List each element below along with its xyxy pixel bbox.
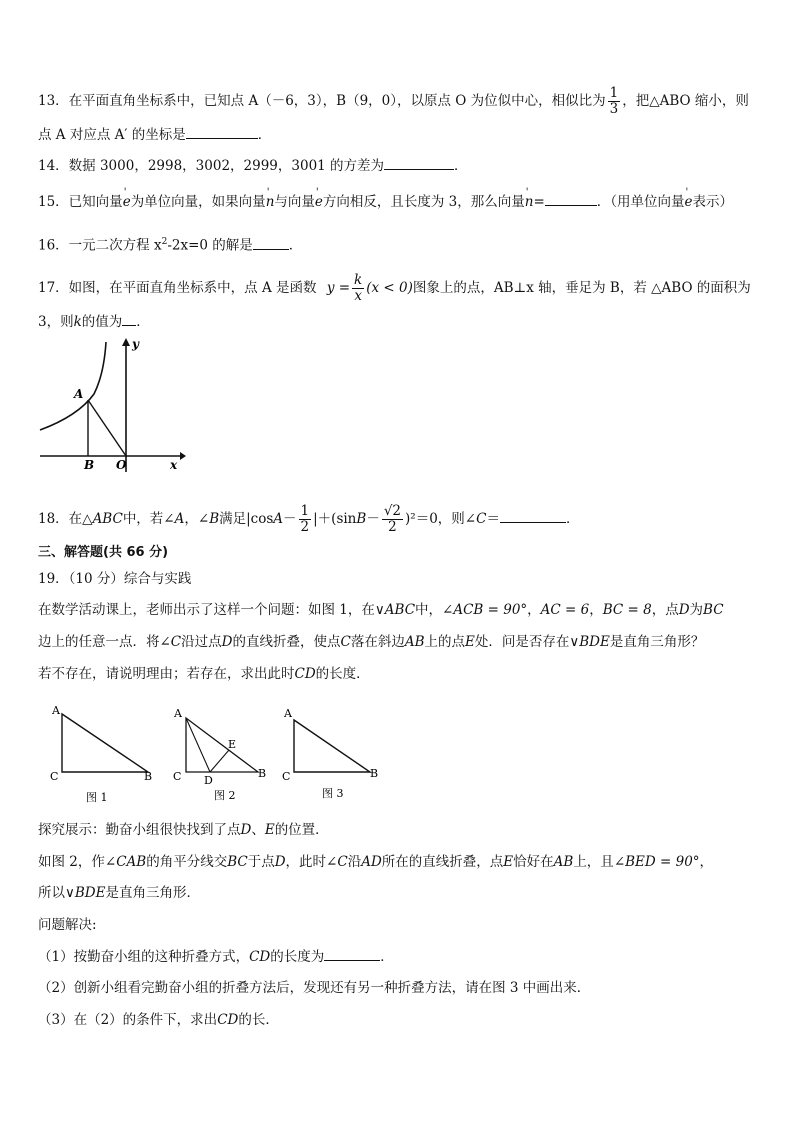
q19-explore-sep: 、	[251, 822, 265, 838]
question-19-title: 19．（10 分）综合与实践	[38, 571, 192, 587]
q13-frac-den: 3	[609, 101, 619, 117]
q18-equals: ＝	[486, 511, 500, 527]
q19-s1-answer-blank[interactable]	[324, 946, 380, 961]
q19-p4f: 所在的直线折叠，点	[381, 854, 504, 870]
q18-minus2: －	[366, 511, 380, 527]
q19-triangle-bde2: ∨BDE	[65, 885, 106, 901]
q15-text-c: 与向量	[274, 194, 315, 210]
q15-vector-e2: ' e	[315, 192, 323, 212]
q19-side-ab: AB	[404, 634, 425, 650]
q19-angle-cab: ∠CAB	[104, 854, 147, 870]
q18-angle-b: B	[209, 511, 220, 527]
q19-s1c: ．	[380, 949, 394, 965]
q15-vector-n2: ' n	[525, 192, 534, 212]
q18-frac1-den: 2	[300, 519, 310, 535]
q17-func-y: y =	[326, 280, 351, 296]
segment-ao	[88, 400, 126, 456]
q18-angle-c: C	[476, 511, 487, 527]
q19-p2a: 边上的任意一点．将	[38, 634, 160, 650]
q18-sin-arg: B	[356, 511, 367, 527]
q19-point-d: D	[678, 602, 690, 618]
q19-segment-ad: AD	[361, 854, 382, 870]
q16-text-b: -2x=0 的解是	[167, 237, 253, 254]
q19-p3b: 的长度．	[315, 666, 370, 682]
q15-text-d: 方向相反，且长度为 3，那么向量	[322, 194, 525, 210]
q19-s3b: 的长．	[238, 1012, 279, 1028]
q19-p1c: ，	[527, 602, 541, 618]
q17-text-d: 的值为	[81, 314, 123, 330]
q18-text-d: 满足|cos	[219, 511, 274, 527]
fig3-label-c: C	[282, 770, 291, 783]
q19-subquestion-2: （2）创新小组看完勤奋小组的折叠方法后，发现还有另一种折叠方法，请在图 3 中画出来．	[38, 980, 591, 996]
q19-angle-bed: ∠BED = 90°	[613, 854, 700, 870]
point-a-label: A	[74, 387, 84, 401]
q18-text-a: 18．在△	[38, 511, 93, 527]
q15-text-g: ．（用单位向量	[596, 194, 685, 210]
q19-s1a: （1）按勤奋小组的这种折叠方式，	[38, 949, 250, 965]
q18-frac1-num: 1	[300, 503, 310, 519]
x-axis-arrow-icon	[180, 452, 186, 460]
q19-explore-end: 的位置．	[274, 822, 329, 838]
q19-angle-c: ∠C	[159, 634, 182, 650]
q19-side-ab2: AB	[553, 854, 574, 870]
question-14	[38, 155, 468, 176]
figure-1	[50, 704, 152, 804]
q15-vector-e: ' e	[123, 192, 131, 212]
fig2-caption: 图 2	[214, 789, 236, 802]
fig1-label-b: B	[144, 770, 153, 783]
fig1-label-c: C	[50, 770, 59, 783]
q19-p2d: 落在斜边	[350, 634, 405, 650]
q16-text-a: 16．一元二次方程 x	[38, 237, 162, 254]
q18-text-b: 中，若∠	[122, 511, 175, 527]
q19-p4h: 上，且	[573, 854, 614, 870]
question-15	[38, 191, 733, 212]
q19-paragraph-line2	[38, 632, 704, 652]
q19-point-d2: D	[221, 634, 233, 650]
q16-text-c: ．	[288, 237, 303, 254]
figure-3	[282, 707, 378, 800]
question-17-line2	[38, 311, 150, 332]
q19-p4g: 恰好在	[513, 854, 554, 870]
q15-text-a: 15．已知向量	[38, 194, 123, 210]
q17-text-a: 17．如图，在平面直角坐标系中，点 A 是函数	[38, 280, 317, 296]
fig2-label-c: C	[173, 770, 182, 783]
q17-frac-den: x	[354, 288, 362, 304]
q19-p3a: 若不存在，请说明理由；若存在，求出此时	[38, 666, 295, 682]
q18-text-j: ．	[565, 511, 580, 527]
q19-p2b: 沿过点	[181, 634, 222, 650]
q19-p2g: 是直角三角形？	[609, 634, 705, 650]
q19-subquestion-3	[38, 1010, 279, 1030]
q18-minus1: －	[283, 511, 297, 527]
q19-p2f: 处．问是否存在	[474, 634, 570, 650]
q19-s3-cd: CD	[217, 1012, 239, 1028]
q18-fraction-1	[299, 504, 312, 535]
q13-text-a: 13．在平面直角坐标系中，已知点 A（－6，3），B（9，0），以原点 O 为位似中心，相似比为	[38, 93, 606, 109]
q18-fraction-2	[382, 504, 403, 535]
q19-p1e: ，点	[651, 602, 679, 618]
q15-text-b: 为单位向量，如果向量	[130, 194, 266, 210]
q13-text-b: ，把△ABO 缩小，则	[622, 93, 749, 109]
fig3-triangle	[294, 720, 370, 772]
q18-answer-blank[interactable]	[500, 508, 566, 523]
q17-k: k	[73, 314, 82, 330]
q19-solve-heading: 问题解决:	[38, 917, 97, 933]
point-o-label: O	[116, 458, 127, 472]
fig2-label-b: B	[258, 767, 267, 780]
q17-text-e: ．	[136, 314, 150, 330]
q19-p4e: 沿	[347, 854, 362, 870]
q14-text-a: 14．数据 3000，2998，3002，2999，3001 的方差为	[38, 158, 385, 174]
q19-explore-line	[38, 820, 329, 840]
fig2-segment-de	[210, 750, 229, 772]
q17-frac-num: k	[354, 272, 363, 288]
q14-answer-blank[interactable]	[384, 155, 454, 170]
fig3-caption: 图 3	[322, 787, 344, 800]
q19-angle-c2: ∠C	[326, 854, 348, 870]
fig2-label-e: E	[228, 738, 237, 751]
q13-fraction	[608, 86, 621, 117]
q19-p5b: 是直角三角形．	[105, 885, 200, 901]
q19-p2e: 上的点	[424, 634, 465, 650]
q18-text-c: ，∠	[184, 511, 210, 527]
q16-exponent: 2	[161, 237, 168, 247]
question-13-line1	[38, 86, 749, 117]
q15-answer-blank[interactable]	[545, 191, 597, 206]
hyperbola-curve	[40, 342, 106, 430]
q14-text-b: ．	[454, 158, 468, 174]
q16-answer-blank[interactable]	[253, 235, 289, 250]
q18-frac2-num: √2	[383, 503, 402, 519]
fig2-label-a: A	[174, 707, 182, 720]
point-b-label: B	[84, 458, 95, 472]
q19-paragraph-line1	[38, 600, 724, 620]
question-17-line1	[38, 273, 751, 304]
q17-graph-figure	[38, 336, 188, 476]
q18-frac2-den: 2	[388, 519, 397, 535]
q19-paragraph-line5	[38, 883, 200, 903]
q19-figures	[40, 700, 390, 808]
fig2-segment-ad	[186, 718, 210, 772]
x-axis-label: x	[170, 458, 178, 472]
fig2-triangle	[186, 718, 258, 772]
q19-point-c: C	[340, 634, 351, 650]
q13-answer-blank[interactable]	[186, 124, 258, 139]
fig2-label-d: D	[204, 774, 213, 787]
q19-triangle-abc: ∨ABC	[374, 602, 416, 618]
q19-p5a: 所以	[38, 885, 65, 901]
q19-p4b: 的角平分线交	[146, 854, 228, 870]
q19-p4a: 如图 2，作	[38, 854, 105, 870]
q19-p1a: 在数学活动课上，老师出示了这样一个问题：如图 1，在	[38, 602, 375, 618]
fig1-triangle	[62, 714, 148, 772]
q15-equals: =	[533, 194, 545, 210]
q17-fraction	[352, 273, 364, 304]
q18-angle-a: A	[174, 511, 185, 527]
section-3-heading: 三、解答题(共 66 分)	[38, 545, 169, 560]
q19-paragraph-line4	[38, 852, 713, 872]
q17-text-c: 3，则	[38, 314, 74, 330]
q17-condition: (x < 0)	[366, 280, 413, 296]
q17-text-b: 图象上的点，AB⊥x 轴，垂足为 B，若 △ABO 的面积为	[412, 280, 751, 296]
q17-answer-blank[interactable]	[122, 311, 136, 326]
q19-s1-cd: CD	[249, 949, 271, 965]
q19-p4d: ，此时	[285, 854, 327, 870]
q19-subquestion-1	[38, 946, 394, 967]
q18-cos-arg: A	[273, 511, 284, 527]
q18-triangle: ABC	[92, 511, 123, 527]
q13-text-c: 点 A 对应点 A′ 的坐标是	[38, 127, 186, 143]
q15-vector-e3: ' e	[685, 192, 693, 212]
figure-2	[173, 707, 266, 802]
fig3-label-b: B	[370, 767, 379, 780]
y-axis-arrow-icon	[122, 338, 130, 346]
q19-point-e: E	[465, 634, 475, 650]
q13-text-d: ．	[257, 127, 272, 143]
q19-side-bc2: BC	[227, 854, 248, 870]
q19-s3a: （3）在（2）的条件下，求出	[38, 1012, 218, 1028]
q15-text-h: 表示）	[692, 194, 734, 210]
q19-p2c: 的直线折叠，使点	[232, 634, 341, 650]
fig1-caption: 图 1	[86, 791, 108, 804]
q19-explore-d: D	[240, 822, 252, 838]
q19-p4c: 于点	[247, 854, 275, 870]
q19-explore-text: 探究展示：勤奋小组很快找到了点	[38, 822, 241, 838]
q19-point-e2: E	[503, 854, 514, 870]
question-13-line2	[38, 124, 271, 145]
q19-side-bc: BC	[703, 602, 724, 618]
q15-vector-n: ' n	[266, 192, 275, 212]
question-18	[38, 504, 579, 535]
q13-frac-num: 1	[609, 85, 619, 101]
q18-text-h: )²＝0，则∠	[405, 511, 477, 527]
q19-paragraph-line3	[38, 664, 370, 684]
q19-p1f: 为	[689, 602, 704, 618]
q19-p4i: ，	[699, 854, 714, 870]
q19-cond-angle: ∠ACB = 90°	[442, 602, 528, 618]
question-16	[38, 232, 302, 256]
fig3-label-a: A	[284, 707, 292, 720]
fig1-label-a: A	[52, 704, 60, 717]
q19-p1b: 中，	[415, 602, 443, 618]
q19-segment-cd: CD	[294, 666, 316, 682]
q19-triangle-bde: ∨BDE	[569, 634, 610, 650]
q18-text-f: |＋(sin	[313, 511, 357, 527]
q19-point-d3: D	[274, 854, 286, 870]
y-axis-label: y	[132, 337, 139, 351]
q19-p1d: ，	[589, 602, 603, 618]
q19-cond-ac: AC = 6	[540, 602, 590, 618]
q19-s1b: 的长度为	[270, 949, 325, 965]
q19-cond-bc: BC = 8	[602, 602, 652, 618]
q19-explore-e: E	[264, 822, 275, 838]
